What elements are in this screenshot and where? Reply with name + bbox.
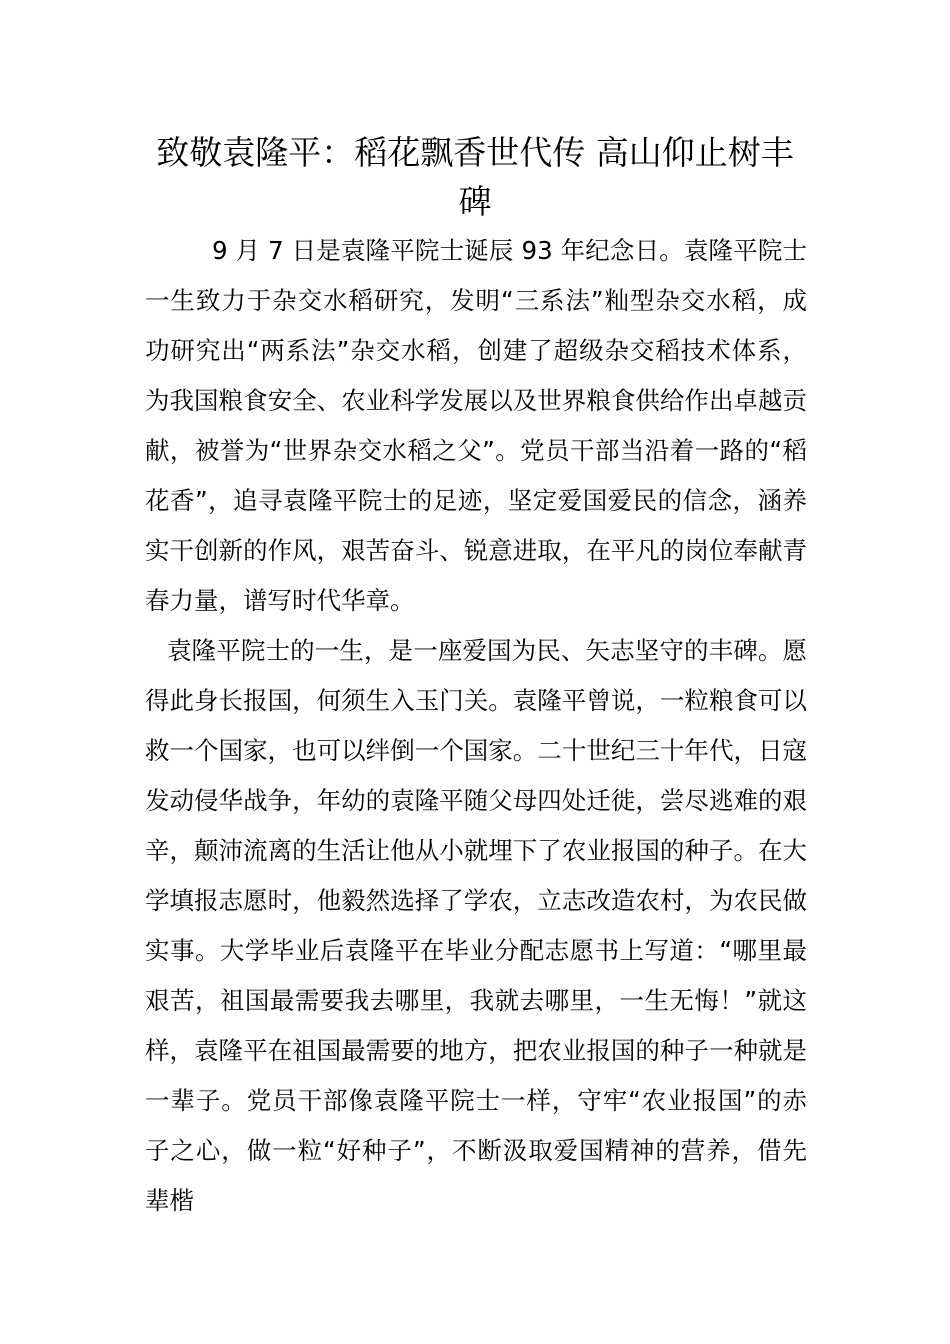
document-title: 致敬袁隆平：稻花飘香世代传 高山仰止树丰碑: [156, 133, 794, 221]
paragraph-1: 9 月 7 日是袁隆平院士诞辰 93 年纪念日。袁隆平院士一生致力于杂交水稻研究，发明“三系法”籼型杂交水稻，成功研究出“两系法”杂交水稻，创建了超级杂交稻技术体系，为我国粮食安全、农业科学发展以及世界粮食供给作出卓越贡献，被誉为“世界杂交水稻之父”。党员干部当沿着一路的“稻花香”，追寻袁隆平院士的足迹，坚定爱国爱民的信念，涵养实干创新的作风，艰苦奋斗、锐意进取，在平凡的岗位奉献青春力量，谱写时代华章。: [145, 236, 807, 615]
paragraph-2: 袁隆平院士的一生，是一座爱国为民、矢志坚守的丰碑。愿得此身长报国，何须生入玉门关。袁隆平曾说，一粒粮食可以救一个国家，也可以绊倒一个国家。二十世纪三十年代，日寇发动侵华战争，年幼的袁隆平随父母四处迁徙，尝尽逃难的艰辛，颠沛流离的生活让他从小就埋下了农业报国的种子。在大学填报志愿时，他毅然选择了学农，立志改造农村，为农民做实事。大学毕业后袁隆平在毕业分配志愿书上写道：“哪里最艰苦，祖国最需要我去哪里，我就去哪里，一生无悔！”就这样，袁隆平在祖国最需要的地方，把农业报国的种子一种就是一辈子。党员干部像袁隆平院士一样，守牢“农业报国”的赤子之心，做一粒“好种子”，不断汲取爱国精神的营养，借先辈楷: [145, 636, 807, 1215]
document-body: [145, 226, 807, 1226]
